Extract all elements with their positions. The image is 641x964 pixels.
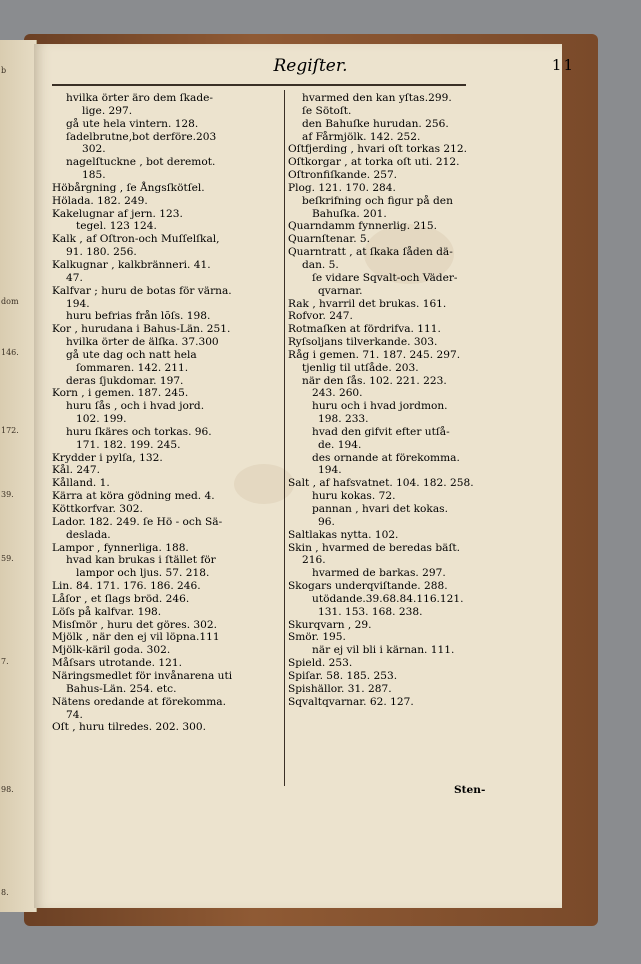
left-page-fragment: 7. — [1, 656, 9, 666]
index-entry: Råg i gemen. 71. 187. 245. 297. — [288, 348, 461, 361]
index-entry: Quarnſtenar. 5. — [288, 233, 371, 246]
left-page-fragment: 8. — [1, 888, 9, 898]
catchword: Sten- — [454, 784, 486, 796]
index-entry: Quarntratt , at ſkaka ſåden dä- — [288, 246, 453, 259]
index-entry: 216. — [302, 554, 326, 567]
index-entry: Kålland. 1. — [52, 477, 110, 490]
index-entry: deslada. — [66, 528, 111, 541]
index-entry: Lampor , fynnerliga. 188. — [52, 541, 189, 554]
index-entry: Spiſar. 58. 185. 253. — [288, 669, 398, 682]
index-entry: Quarndamm fynnerlig. 215. — [288, 220, 438, 233]
index-entry: hvilka örter de älſka. 37.300 — [66, 336, 219, 349]
index-entry: 102. 199. — [76, 413, 127, 426]
index-entry: hvilka örter äro dem ſkade- — [66, 92, 213, 104]
index-entry: Sqvaltqvarnar. 62. 127. — [288, 695, 414, 708]
index-entry: när ej vil bli i kärnan. 111. — [312, 644, 455, 657]
index-entry: Saltlakas nytta. 102. — [288, 528, 399, 541]
index-entry: Köttkorfvar. 302. — [52, 503, 143, 515]
index-entry: tegel. 123 124. — [76, 220, 157, 233]
index-entry: Kakelugnar af jern. 123. — [52, 207, 183, 220]
index-entry: lige. 297. — [82, 104, 133, 117]
left-page-fragment: 39. — [1, 489, 14, 499]
index-entry: Bahus-Län. 254. etc. — [66, 682, 177, 695]
index-entry: deras ſjukdomar. 197. — [66, 374, 184, 387]
left-page-fragment: dom — [1, 297, 19, 306]
left-page-fragment: b — [1, 65, 7, 75]
index-entry: Korn , i gemen. 187. 245. — [52, 387, 189, 400]
left-page-edge — [0, 40, 37, 912]
index-entry: pannan , hvari det kokas. — [312, 503, 448, 515]
index-entry: de. 194. — [318, 438, 362, 451]
index-entry: Näringsmedlet för invånarena uti — [52, 669, 233, 682]
index-entry: 198. 233. — [318, 413, 369, 426]
index-entry: hvad den gifvit efter utſå- — [312, 425, 450, 438]
index-entry: Spield. 253. — [288, 657, 353, 670]
left-page-fragment: 146. — [1, 348, 19, 358]
index-column-right — [288, 92, 474, 709]
index-entry: Kalkugnar , kalkbränneri. 41. — [52, 258, 211, 271]
index-entry: Rotmaſken at fördrifva. 111. — [288, 323, 441, 336]
index-entry: nagelſtuckne , bot deremot. — [66, 156, 216, 169]
index-entry: dan. 5. — [302, 258, 339, 271]
index-entry: huru ſkäres och torkas. 96. — [66, 425, 212, 438]
index-entry: Skurqvarn , 29. — [288, 618, 372, 631]
index-entry: Plog. 121. 170. 284. — [288, 181, 396, 194]
index-entry: af Fårmjölk. 142. 252. — [302, 130, 421, 143]
index-entry: Kärra at köra gödning med. 4. — [52, 490, 215, 503]
index-entry: gå ute dag och natt hela — [66, 348, 197, 361]
index-entry: lampor och ljus. 57. 218. — [76, 567, 210, 580]
index-entry: Smör. 195. — [288, 631, 346, 644]
index-entry: 171. 182. 199. 245. — [76, 438, 181, 451]
index-entry: huru kokas. 72. — [312, 490, 396, 503]
index-entry: Mjölk-käril goda. 302. — [52, 644, 171, 657]
index-entry: Ryſsoljans tilverkande. 303. — [288, 336, 438, 349]
index-entry: Mjölk , när den ej vil löpna.111 — [52, 631, 220, 644]
index-entry: Kalk , af Oſtron-och Muſſelſkal, — [52, 233, 220, 246]
index-entry: huru ſås , och i hvad jord. — [66, 400, 205, 413]
index-entry: Skogars underqviſtande. 288. — [288, 580, 448, 593]
index-entry: 131. 153. 168. 238. — [318, 605, 423, 618]
left-page-fragment: 98. — [1, 785, 14, 795]
index-entry: Skin , hvarmed de beredas bäſt. — [288, 541, 460, 554]
index-entry: Spishällor. 31. 287. — [288, 682, 392, 695]
index-entry: hvarmed den kan yſtas.299. — [302, 92, 452, 104]
index-entry: hvarmed de barkas. 297. — [312, 567, 446, 580]
index-entry: ſe Sötoſt. — [302, 104, 352, 117]
index-entry: hvad kan brukas i ſtället för — [66, 554, 216, 567]
index-entry: 74. — [66, 708, 83, 721]
index-entry: Misſmör , huru det göres. 302. — [52, 618, 218, 631]
index-entry: 243. 260. — [312, 387, 363, 400]
index-entry: 194. — [318, 464, 342, 477]
index-entry: Lador. 182. 249. ſe Hö - och Sä- — [52, 515, 223, 528]
index-entry: Oſtfjerding , hvari oſt torkas 212. — [288, 143, 467, 156]
index-entry: Oſtronfiſkande. 257. — [288, 169, 398, 182]
left-page-fragment: 59. — [1, 554, 14, 563]
index-entry: Oſt , huru tilredes. 202. 300. — [52, 721, 206, 734]
index-entry: Salt , af hafsvatnet. 104. 182. 258. — [288, 477, 474, 490]
left-page-fragment: 172. — [1, 425, 19, 435]
page-number: 11 — [551, 56, 575, 74]
index-entry: Höbårgning , ſe Ångsſkötſel. — [52, 181, 205, 194]
header-rule — [52, 84, 466, 86]
index-entry: Kor , hurudana i Bahus-Län. 251. — [52, 323, 231, 336]
index-entry: Löſs på kalfvar. 198. — [52, 605, 162, 618]
column-divider — [284, 90, 285, 786]
index-entry: Rak , hvarril det brukas. 161. — [288, 297, 447, 310]
index-entry: Bahuſka. 201. — [312, 207, 387, 220]
index-entry: gå ute hela vintern. 128. — [66, 117, 199, 130]
index-entry: qvarnar. — [318, 284, 363, 297]
index-entry: Måſsars utrotande. 121. — [52, 657, 182, 670]
index-column-left — [52, 92, 278, 734]
index-entry: des ornande at förekomma. — [312, 451, 460, 464]
index-entry: 302. — [82, 143, 106, 156]
index-entry: 185. — [82, 169, 106, 182]
index-entry: Hölada. 182. 249. — [52, 194, 148, 207]
index-entry: Kalfvar ; huru de botas för värna. — [52, 284, 232, 297]
index-entry: 47. — [66, 271, 83, 284]
index-entry: huru och i hvad jordmon. — [312, 400, 448, 413]
index-entry: Rofvor. 247. — [288, 310, 353, 323]
index-entry: 96. — [318, 515, 335, 528]
page-title: Regiſter. — [273, 56, 348, 76]
index-entry: den Bahuſke hurudan. 256. — [302, 117, 449, 130]
index-entry: beſkrifning och figur på den — [302, 194, 453, 207]
index-entry: huru befrias från lõſs. 198. — [66, 310, 211, 323]
index-entry: ſommaren. 142. 211. — [76, 361, 189, 374]
index-entry: ſadelbrutne,bot derföre.203 — [66, 130, 217, 143]
index-entry: när den ſås. 102. 221. 223. — [302, 374, 447, 387]
index-entry: tjenlig til utſåde. 203. — [302, 361, 419, 374]
index-entry: Nätens oredande at förekomma. — [52, 695, 226, 708]
index-entry: Oſtkorgar , at torka oſt uti. 212. — [288, 156, 460, 169]
index-entry: Låſor , et ſlags bröd. 246. — [52, 592, 190, 605]
index-entry: Lin. 84. 171. 176. 186. 246. — [52, 580, 201, 593]
index-entry: 194. — [66, 297, 90, 310]
index-entry: Krydder i pylſa, 132. — [52, 451, 163, 464]
index-entry: 91. 180. 256. — [66, 246, 137, 259]
index-entry: ſe vidare Sqvalt-och Väder- — [312, 271, 458, 284]
index-entry: Kål. 247. — [52, 464, 100, 477]
index-entry: utödande.39.68.84.116.121. — [312, 592, 464, 605]
page-header — [52, 56, 575, 80]
